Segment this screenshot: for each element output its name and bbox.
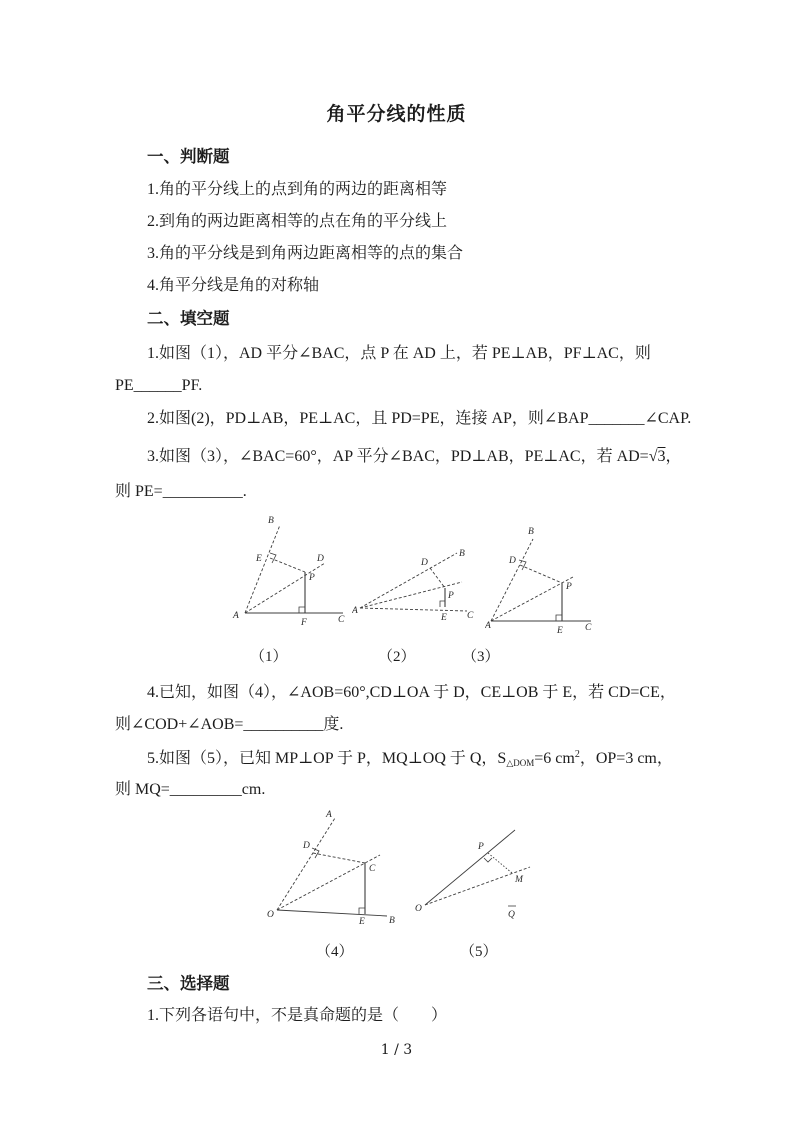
fig5-label-q: Q	[508, 910, 515, 920]
fill-q3-tail: ，	[665, 448, 682, 465]
fill-q5-line1	[147, 749, 673, 768]
fig2-label-e: E	[441, 613, 447, 623]
fig4-label-a: A	[326, 810, 332, 820]
fig2-label-c: C	[467, 611, 474, 621]
section-3-heading: 三、选择题	[147, 975, 230, 993]
radicand: 3	[657, 448, 666, 465]
fig4-label-o: O	[267, 910, 274, 920]
fill-q2: 2.如图(2)，PD⊥AB，PE⊥AC，且 PD=PE，连接 AP，则∠BAP_______∠CAP.	[147, 410, 692, 427]
figure-4	[262, 808, 400, 926]
fig4-label-e: E	[359, 917, 365, 926]
fig1-label-d: D	[317, 554, 324, 564]
fig4-label-b: B	[389, 916, 395, 926]
fill-q1-line2: PE______PF.	[115, 377, 203, 394]
figure-2-caption: （2）	[378, 649, 416, 665]
figure-2	[352, 540, 477, 628]
fig3-label-a: A	[485, 621, 491, 631]
figure-1-caption: （1）	[250, 649, 288, 665]
fill-q4-line1: 4.已知，如图（4），∠AOB=60°,CD⊥OA 于 D，CE⊥OB 于 E，若 CD=CE，	[147, 684, 676, 701]
choice-q1: 1.下列各语句中，不是真命题的是（ ）	[147, 1007, 448, 1024]
fill-q5-text: 5.如图（5），已知 MP⊥OP 于 P，MQ⊥OQ 于 Q，S	[147, 750, 507, 767]
figure-3	[485, 520, 599, 636]
page-title: 角平分线的性质	[326, 104, 467, 125]
fig5-label-m: M	[515, 875, 523, 885]
fig3-label-c: C	[585, 623, 592, 633]
figure-5-caption: （5）	[460, 944, 498, 960]
fill-q3-line1	[147, 448, 682, 466]
judge-item-1: 1.角的平分线上的点到角的两边的距离相等	[147, 181, 448, 198]
fig3-label-b: B	[528, 527, 534, 537]
fill-q3-text: 3.如图（3），∠BAC=60°，AP 平分∠BAC，PD⊥AB，PE⊥AC，若 AD=	[147, 448, 649, 465]
section-2-heading: 二、填空题	[147, 310, 230, 328]
judge-item-3: 3.角的平分线是到角两边距离相等的点的集合	[147, 245, 464, 262]
fill-q3-line2: 则 PE=__________.	[115, 483, 247, 500]
area-subscript: △DOM	[506, 758, 535, 768]
judge-item-2: 2.到角的两边距离相等的点在角的平分线上	[147, 213, 448, 230]
fill-q5-mid: =6 cm	[534, 750, 575, 767]
fig2-label-d: D	[421, 558, 428, 568]
fig3-label-p: P	[566, 582, 572, 592]
fig1-label-a: A	[233, 611, 239, 621]
fig1-label-c: C	[338, 615, 345, 625]
squared-superscript: 2	[574, 749, 580, 760]
fill-q1-line1: 1.如图（1），AD 平分∠BAC，点 P 在 AD 上，若 PE⊥AB，PF⊥AC，则	[147, 345, 651, 362]
fig1-label-b: B	[268, 516, 274, 526]
fig2-label-b: B	[459, 549, 465, 559]
fig5-label-p: P	[478, 842, 484, 852]
fig4-label-d: D	[303, 841, 310, 851]
fill-q4-line2: 则∠COD+∠AOB=__________度.	[115, 716, 344, 733]
radical-sign: √	[648, 448, 658, 465]
figure-1	[225, 512, 353, 630]
fig3-label-e: E	[557, 626, 563, 636]
fig3-label-d: D	[509, 556, 516, 566]
figure-5	[412, 818, 540, 920]
figure-4-caption: （4）	[316, 944, 354, 960]
fig2-label-a: A	[352, 606, 358, 616]
fig4-label-c: C	[369, 864, 376, 874]
fig1-label-p: P	[309, 573, 315, 583]
fill-q5-line2: 则 MQ=_________cm.	[115, 781, 266, 798]
fill-q5-tail: ，OP=3 cm，	[579, 750, 673, 767]
judge-item-4: 4.角平分线是角的对称轴	[147, 277, 320, 294]
figure-3-caption: （3）	[462, 649, 500, 665]
fig5-label-o: O	[415, 904, 422, 914]
fig2-label-p: P	[448, 591, 454, 601]
page-number: 1 / 3	[380, 1042, 413, 1058]
fig1-label-f: F	[301, 618, 307, 628]
fig1-label-e: E	[256, 554, 262, 564]
section-1-heading: 一、判断题	[147, 148, 230, 166]
